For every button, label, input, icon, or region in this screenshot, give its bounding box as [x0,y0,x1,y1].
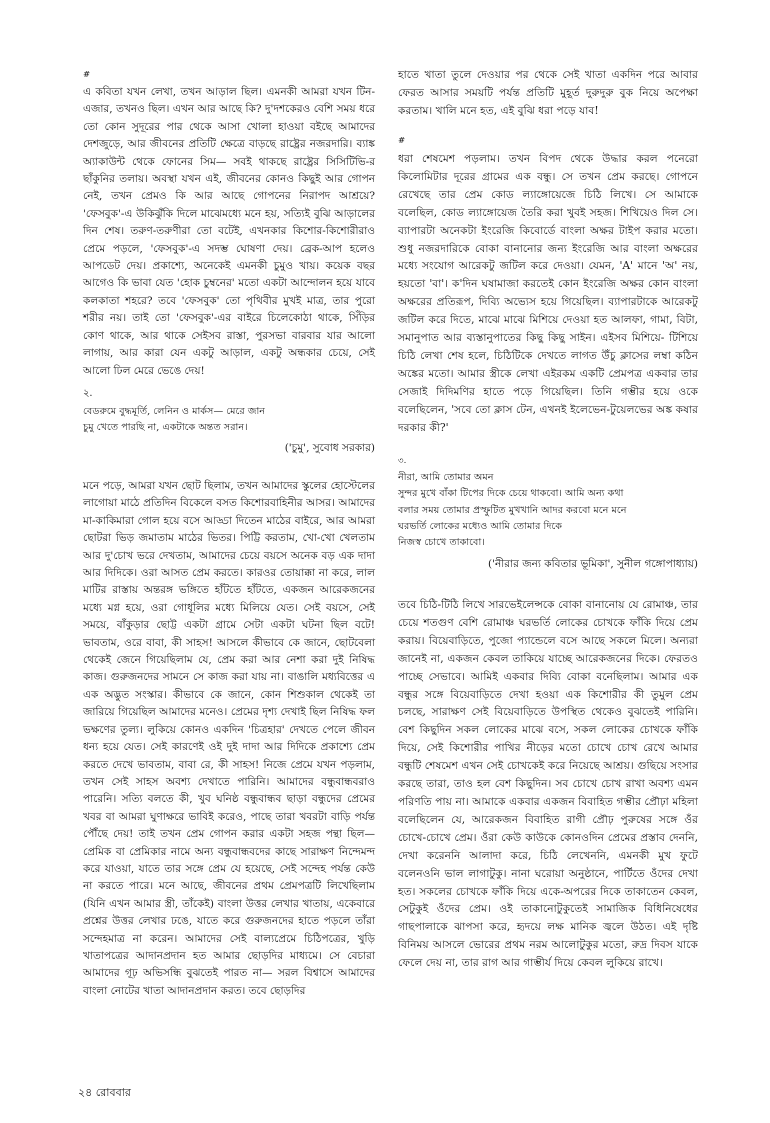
quote-citation: ('নীরার জন্য কবিতার ভূমিকা', সুনীল গঙ্গোপাধ্যায়) [488,558,698,570]
section-number: ২. [83,388,93,399]
essay-paragraph: হাতে খাতা তুলে দেওয়ার পর থেকে সেই খাতা একদিন পরে আবার ফেরত আসার সময়টি পর্যন্ত প্রতিটি মুহূর্ত দুরুদুরু বুক নিয়ে অপেক্ষা করতাম। খালি মনে হত, এই বুঝি ধরা পড়ে যাব! [398,68,698,117]
essay-paragraph: মনে পড়ে, আমরা যখন ছোট ছিলাম, তখন আমাদের স্কুলের হোস্টেলের লাগোয়া মাঠে প্রতিদিন বিকেলে বসত কিশোরবাহিনীর আসর। আমাদের মা-কাকিমারা গোল হয়ে বসে আড্ডা দিতেন মাঠের বাইরে, আর আমরা ছোটরা ভিড় জমাতাম মাঠের ভিতর। পিট্টি করতাম, খো-খো খেলতাম আর দু'চোখ ভরে দেখতাম, আমাদের চেয়ে বয়সে অনেক বড় এক দাদা আর দিদিকে। ওরা আসত প্রেম করতে। কারওর তোয়াক্কা না করে, লাল মাটির রাস্তায় অন্তরঙ্গ ভঙ্গিতে হাঁটতে হাঁটতে, একজন আরেকজনের মধ্যে মগ্ন হয়ে, ওরা গোধূলির মধ্যে মিলিয়ে যেত। সেই বয়সে, সেই সময়ে, বাঁকুড়ার ছোট্ট একটা গ্রামে সেটা একটা ঘটনা ছিল বটে! ভাবতাম, ওরে বাবা, কী সাহস! আসলে কীভাবে কে জানে, ছোটবেলা থেকেই জেনে গিয়েছিলাম যে, প্রেম করা আর নেশা করা দুই নিষিদ্ধ কাজ। গুরুজনদের সামনে সে কাজ করা যায় না। বাঙালি মধ্যবিত্তের এ এক অদ্ভুত সংস্কার। কীভাবে কে জানে, কোন শিশুকাল থেকেই তা জারিয়ে গিয়েছিল আমাদের মনেও। প্রেমের দৃশ্য দেখাই ছিল নিষিদ্ধ ফল ভক্ষণের তুল্য। লুকিয়ে কোনও একদিন 'চিত্রহার' দেখতে পেলে জীবন ধন্য হয়ে যেত। সেই কারণেই ওই দুই দাদা আর দিদিকে প্রকাশ্যে প্রেম করতে দেখে ভাবতাম, বাবা রে, কী সাহস! নিজে প্রেমে যখন পড়লাম, তখন সেই সাহস অবশ্য দেখাতে পারিনি। আমাদের বন্ধুবান্ধবরাও পারেনি। সত্যি বলতে কী, খুব ঘনিষ্ঠ বন্ধুবান্ধব ছাড়া বন্ধুদের প্রেমের খবর বা আমরা ঘুণাক্ষরে ভাবিই করেও, পাছে তারা খবরটা বাড়ি পর্যন্ত পৌঁছে দেয়! তাই তখন প্রেম গোপন করার একটা সহজ পন্থা ছিল— প্রেমিক বা প্রেমিকার নামে অন্য বন্ধুবান্ধবদের কাছে সারাক্ষণ নিন্দেমন্দ করে যাওয়া, যাতে তার সঙ্গে প্রেম যে হয়েছে, সেই সন্দেহ পর্যন্ত কেউ না করতে পারে। মনে আছে, জীবনের প্রথম প্রেমপত্রটি লিখেছিলাম (যিনি এখন আমার স্ত্রী, তাঁকেই) বাংলা উত্তর লেখার খাতায়, একেবারে প্রশ্নের উত্তর লেখার ঢঙে, যাতে করে গুরুজনদের হাতে পড়লে তাঁরা সন্দেহমাত্র না করেন। আমাদের সেই বাল্যপ্রেমে চিঠিপত্রের, খুড়ি খাতাপত্রের আদানপ্রদান হত আমার ছোড়দির মাধ্যমে। সে বেচারা আমাদের গূঢ় অভিসন্ধি বুঝতেই পারত না— সরল বিশ্বাসে আমাদের বাংলা নোটের খাতা আদানপ্রদান করত। তবে ছোড়দির [83,480,375,997]
section-marker: # [398,136,406,146]
essay-paragraph: ধরা শেষমেশ পড়লাম। তখন বিপদ থেকে উদ্ধার করল পনেরো কিলোমিটার দূরের গ্রামের এক বন্ধু। সে তখন প্রেম করছে। গোপনে রেখেছে তার প্রেম কোড ল্যাঙ্গোয়েজে চিঠি লিখে। সে আমাকে বলেছিল, কোড ল্যাঙ্গোয়েজ তৈরি করা খুবই সহজ। শিখিয়েও দিল সে। ব্যাপারটা অনেকটা ইংরেজি কিবোর্ডে বাংলা অক্ষর টাইপ করার মতো। শুধু নজরদারিকে বোকা বানানোর জন্য ইংরেজি আর বাংলা অক্ষরের মধ্যে সংযোগ আরেকটু জটিল করে দেওয়া। যেমন, 'A' মানে 'অ' নয়, হয়তো 'বা'। ক'দিন ঘষামাজা করতেই কোন ইংরেজি অক্ষর কোন বাংলা অক্ষরের প্রতিরূপ, দিব্যি অভ্যেস হয়ে গিয়েছিল। ব্যাপারটাকে আরেকটু জটিল করে দিতে, মাঝে মাঝে মিশিয়ে দেওয়া হত আলফা, গামা, বিটা, সমানুপাত আর ব্যস্তানুপাতের কিছু কিছু সাইন। এইসব মিশিয়ে- টিশিয়ে চিঠি লেখা শেষ হলে, চিঠিটিকে দেখতে লাগত উঁচু ক্লাসের লম্বা কঠিন অঙ্কের মতো। আমার স্ত্রীকে লেখা এইরকম একটি প্রেমপত্র একবার তার সেজাই দিদিমণির হাতে পড়ে গিয়েছিল। তিনি গম্ভীর হয়ে ওকে বলেছিলেন, 'সবে তো ক্লাস টেন, এখনই ইলেভেন-টুয়েলভের অঙ্ক কষার দরকার কী?' [398,152,698,434]
poem-quote: বেডরুমে বুদ্ধমূর্তি, লেনিন ও মার্কস— মেরে জান চুমু খেতে পারছি না, একটাকে অন্তত সরান। [83,406,266,433]
essay-paragraph: তবে চিঠি-টিঠি লিখে সারভেইলেন্সকে বোকা বানানোয় যে রোমাঞ্চ, তার চেয়ে শতগুণ বেশি রোমাঞ্চ ঘরভর্তি লোকের চোখকে ফাঁকি দিয়ে প্রেম করায়। বিয়েবাড়িতে, পুজো প্যান্ডেলে বসে আছে সকলে মিলে। অন্যরা জানেই না, একজন কেবল তাকিয়ে যাচ্ছে আরেকজনের দিকে। ফেরতও পাচ্ছে সেভাবে। আমিই একবার দিব্যি বোকা বনেছিলাম। আমার এক বন্ধুর সঙ্গে বিয়েবাড়িতে দেখা হওয়া এক কিশোরীর কী তুমুল প্রেম চলছে, সারাক্ষণ সেই বিয়েবাড়িতে উপস্থিত থেকেও বুঝতেই পারিনি। বেশ কিছুদিন সকল লোকের মাঝে বসে, সকল লোকের চোখকে ফাঁকি দিয়ে, সেই কিশোরীর পাখির নীড়ের মতো চোখে চোখ রেখে আমার বন্ধুটি শেষমেশ এখন সেই চোখকেই করে নিয়েছে আশ্রয়। গুছিয়ে সংসার করছে তারা, তাও হল বেশ কিছুদিন। সব চোখে চোখ রাখা অবশ্য এমন পরিণতি পায় না। আমাকে একবার একজন বিবাহিত গম্ভীর প্রৌঢ়া মহিলা বলেছিলেন যে, আরেকজন বিবাহিত রাগী প্রৌঢ় পুরুষের সঙ্গে ওঁর চোখে-চোখে প্রেম। ওঁরা কেউ কাউকে কোনওদিন প্রেমের প্রস্তাব দেননি, দেখা করেননি আলাদা করে, চিঠি লেখেননি, এমনকী মুখ ফুটে বলেনওনি ভাল লাগাটুকু। নানা ঘরোয়া অনুষ্ঠানে, পার্টিতে ওঁদের দেখা হত। সকলের চোখকে ফাঁকি দিয়ে একে-অপরের দিকে তাকাতেন কেবল, সেটুকুই ওঁদের প্রেম। ওই তাকানোটুকুতেই সামাজিক বিধিনিষেধের গাছপালাকে ঝাপসা করে, হৃদয়ে লক্ষ মানিক জ্বলে উঠত। এই দৃষ্টি বিনিময় আসলে ভোরের প্রথম নরম আলোটুকুর মতো, রুদ্র দিবস যাকে ফেলে দেয় না, তার রাগ আর গাম্ভীর্য দিয়ে কেবল লুকিয়ে রাখে। [398,598,698,970]
quote-citation: ('চুমু', সুবোধ সরকার) [284,442,375,454]
section-number: ৩. [398,456,407,466]
section-marker: # [83,70,91,80]
poem-quote: নীরা, আমি তোমার অমন সুন্দর মুখে বাঁকা টিপের দিকে চেয়ে থাকবো। আমি অন্য কথা বলার সময় তোমার প্রস্ফুটিত মুখখানি আদর করবো মনে মনে ঘরভর্তি লোকের মধ্যেও আমি তোমার দিকে নিজস্ব চোখে তাকাবো। [398,472,627,549]
essay-paragraph: এ কবিতা যখন লেখা, তখন আড়াল ছিল। এমনকী আমরা যখন টিন-এজার, তখনও ছিল। এখন আর আছে কি? দু'দশকেরও বেশি সময় ধরে তো কোন সুদূরের পার থেকে আসা খোলা হাওয়া বইছে আমাদের দেশজুড়ে, আর জীবনের প্রতিটি ক্ষেত্রে বাড়ছে রাষ্ট্রের নজরদারি। ব্যাঙ্ক অ্যাকাউন্ট থেকে ফোনের সিম— সবই থাকছে রাষ্ট্রের সিসিটিভি-র ছাঁকুনির তলায়। অবস্থা যখন এই, জীবনের কোনও কিছুই আর গোপন নেই, তখন প্রেমও কি আর আছে গোপনের নিরাপদ আশ্রয়ে? 'ফেসবুক'-এ উকিঝুঁকি দিলে মাঝেমধ্যে মনে হয়, সত্যিই বুঝি আড়ালের দিন শেষ। তরুণ-তরুণীরা তো বটেই, এখনকার কিশোর-কিশোরীরাও প্রেমে পড়লে, 'ফেসবুক'-এ সদম্ভ ঘোষণা দেয়। ব্রেক-আপ হলেও আপডেট দেয়। প্রকাশ্যে, অনেকেই এমনকী চুমুও খায়। কয়েক বছর আগেও কি ভাবা যেত 'হোক চুম্বনের' মতো একটা আন্দোলন হয়ে যাবে কলকাতা শহরে? তবে 'ফেসবুক' তো পৃথিবীর মুখই মাত্র, তার পুরো শরীর নয়। তাই তো 'ফেসবুক'-এর বাইরে চিলেকোঠা থাকে, সিঁড়ির কোণ থাকে, আর থাকে সেইসব রাস্তা, পুরসভা বারবার যার আলো লাগায়, আর কারা যেন একটু আড়াল, একটু অন্ধকার চেয়ে, সেই আলো ঢিল মেরে ভেঙে দেয়! [83,86,375,377]
page-folio: ২৪ রোববার [78,1086,131,1099]
